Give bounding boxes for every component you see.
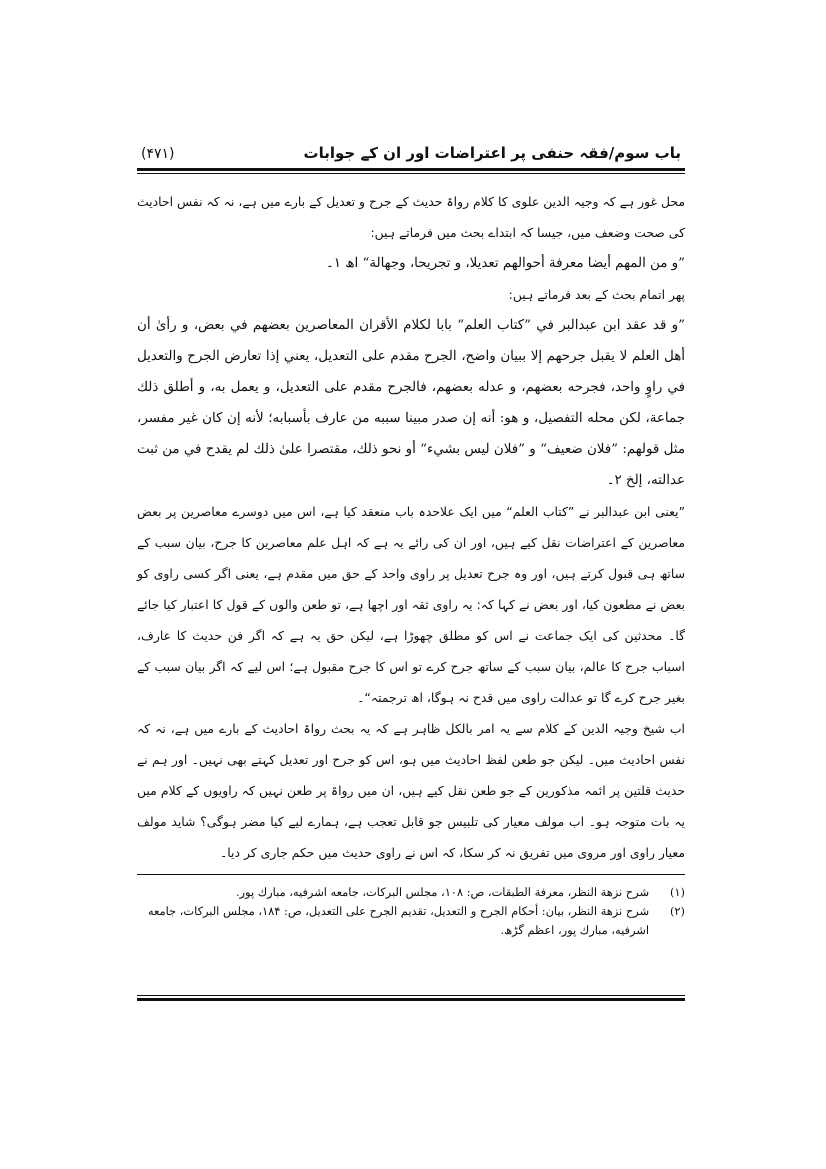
footnote-1 bbox=[137, 883, 685, 902]
paragraph-3: ”یعنی ابن عبدالبر نے ”کتاب العلم“ میں ایک علاحدہ باب منعقد کیا ہے، اس میں دوسرے معاصرین پر بعض معاصرین کے اعتراضات نقل کیے ہیں، اور ان کی رائے یہ ہے کہ اہل علم معاصرین کا جرح، بیان سبب کے ساتھ ہی قبول کرتے ہیں، اور وہ جرح تعدیل پر راوی واحد کے حق میں مقدم ہے، یعنی اگر کسی راوی کو بعض نے مطعون کیا، اور بعض نے کہا کہ: یہ راوی ثقہ اور اچھا ہے، تو طعن والوں کے قول کا اعتبار کیا جائے گا۔ محدثین کی ایک جماعت نے اس کو مطلق چھوڑا ہے، لیکن حق یہ ہے کہ اگر فن حدیث کا عارف، اسباب جرح کا عالم، بیان سبب کے ساتھ جرح کرے تو اس کا جرح مقبول ہے؛ اس لیے کہ اگر بیان سبب کے بغیر جرح کرے گا تو عدالت راوی میں قدح نہ ہوگا، اھ ترجمتہ“۔ bbox=[137, 504, 685, 705]
footnote-number: (۲) bbox=[669, 904, 685, 918]
paragraph-1: محل غور ہے کہ وجیہ الدین علوی کا کلام رواۃ حدیث کے جرح و تعدیل کے بارے میں ہے، نہ کہ نفس احادیث کی صحت وضعف میں، جیسا کہ ابتداے بحث میں فرماتے ہیں: bbox=[137, 194, 685, 240]
footnote-text: شرح نزهة النظر، بيان: أحكام الجرح و التعديل، تقديم الجرح على التعديل، ص: ۱۸۴، مجلس البركات، جامعه اشرفيه، مبارك پور، اعظم گڑھ. bbox=[147, 904, 649, 937]
footnote-rule bbox=[137, 874, 685, 875]
arabic-quote-1: ”و من المهم أيضا معرفة أحوالهم تعديلا، و تجريحا، وجهالة“ اھ ۱۔ bbox=[325, 256, 685, 271]
arabic-quote-2: ”و قد عقد ابن عبدالبر في ”كتاب العلم“ بابا لكلام الأقران المعاصرين بعضهم في بعض، و رأىٰ أن أهل العلم لا يقبل جرحهم إلا ببيان واضح، الجرح مقدم على التعديل، يعني إذا تعارض الجرح والتعديل في راوٍ واحد، فجرحه بعضهم، و عدله بعضهم، فالجرح مقدم على التعديل، و يعمل به، و أطلق ذلك جماعة، لكن محله التفصيل، و هو: أنه إن صدر مبينا سببه من عارف بأسبابه؛ لأنه إن كان غير مفسر، مثل قولهم: ”فلان ضعيف“ و ”فلان ليس بشيء“ أو نحو ذلك، مقتصرا علىٰ ذلك لم يقدح في من ثبت عدالته، إلخ ۲۔ bbox=[137, 318, 685, 488]
footer-rule bbox=[137, 995, 685, 1001]
page bbox=[137, 122, 685, 940]
header-rule bbox=[137, 168, 685, 174]
page-number: (۴۷۱) bbox=[141, 146, 175, 162]
footnote-2 bbox=[137, 902, 685, 940]
running-header bbox=[137, 122, 685, 162]
paragraph-4: اب شیخ وجیہ الدین کے کلام سے یہ امر بالکل ظاہر ہے کہ یہ بحث رواۃ احادیث کے بارے میں ہے، نہ کہ نفس احادیث میں۔ لیکن جو طعن لفظ احادیث میں ہو، اس کو جرح اور تعدیل کہتے بھی نہیں۔ اور ہم نے حدیث قلتین پر ائمہ مذکورین کے جو طعن نقل کیے ہیں، ان میں رواۃ پر طعن نہیں کہ راویوں کے کلام میں یہ بات متوجہ ہو۔ اب مولف معیار کی تلبیس جو قابل تعجب ہے، ہمارے لیے کیا مضر ہوگی؟ شاید مولف معیار راوی اور مروی میں تفریق نہ کر سکا، کہ اس نے راوی حدیث میں حکم جاری کر دیا۔ bbox=[137, 721, 685, 860]
footnote-text: شرح نزهة النظر، معرفة الطبقات، ص: ۱۰۸، مجلس البركات، جامعه اشرفيه، مبارك پور. bbox=[235, 885, 649, 899]
footnote-number: (۱) bbox=[669, 885, 685, 899]
chapter-title: باب سوم/فقہ حنفی پر اعتراضات اور ان کے جوابات bbox=[303, 144, 681, 162]
paragraph-2: پھر اتمام بحث کے بعد فرماتے ہیں: bbox=[508, 287, 685, 302]
main-text bbox=[137, 186, 685, 940]
